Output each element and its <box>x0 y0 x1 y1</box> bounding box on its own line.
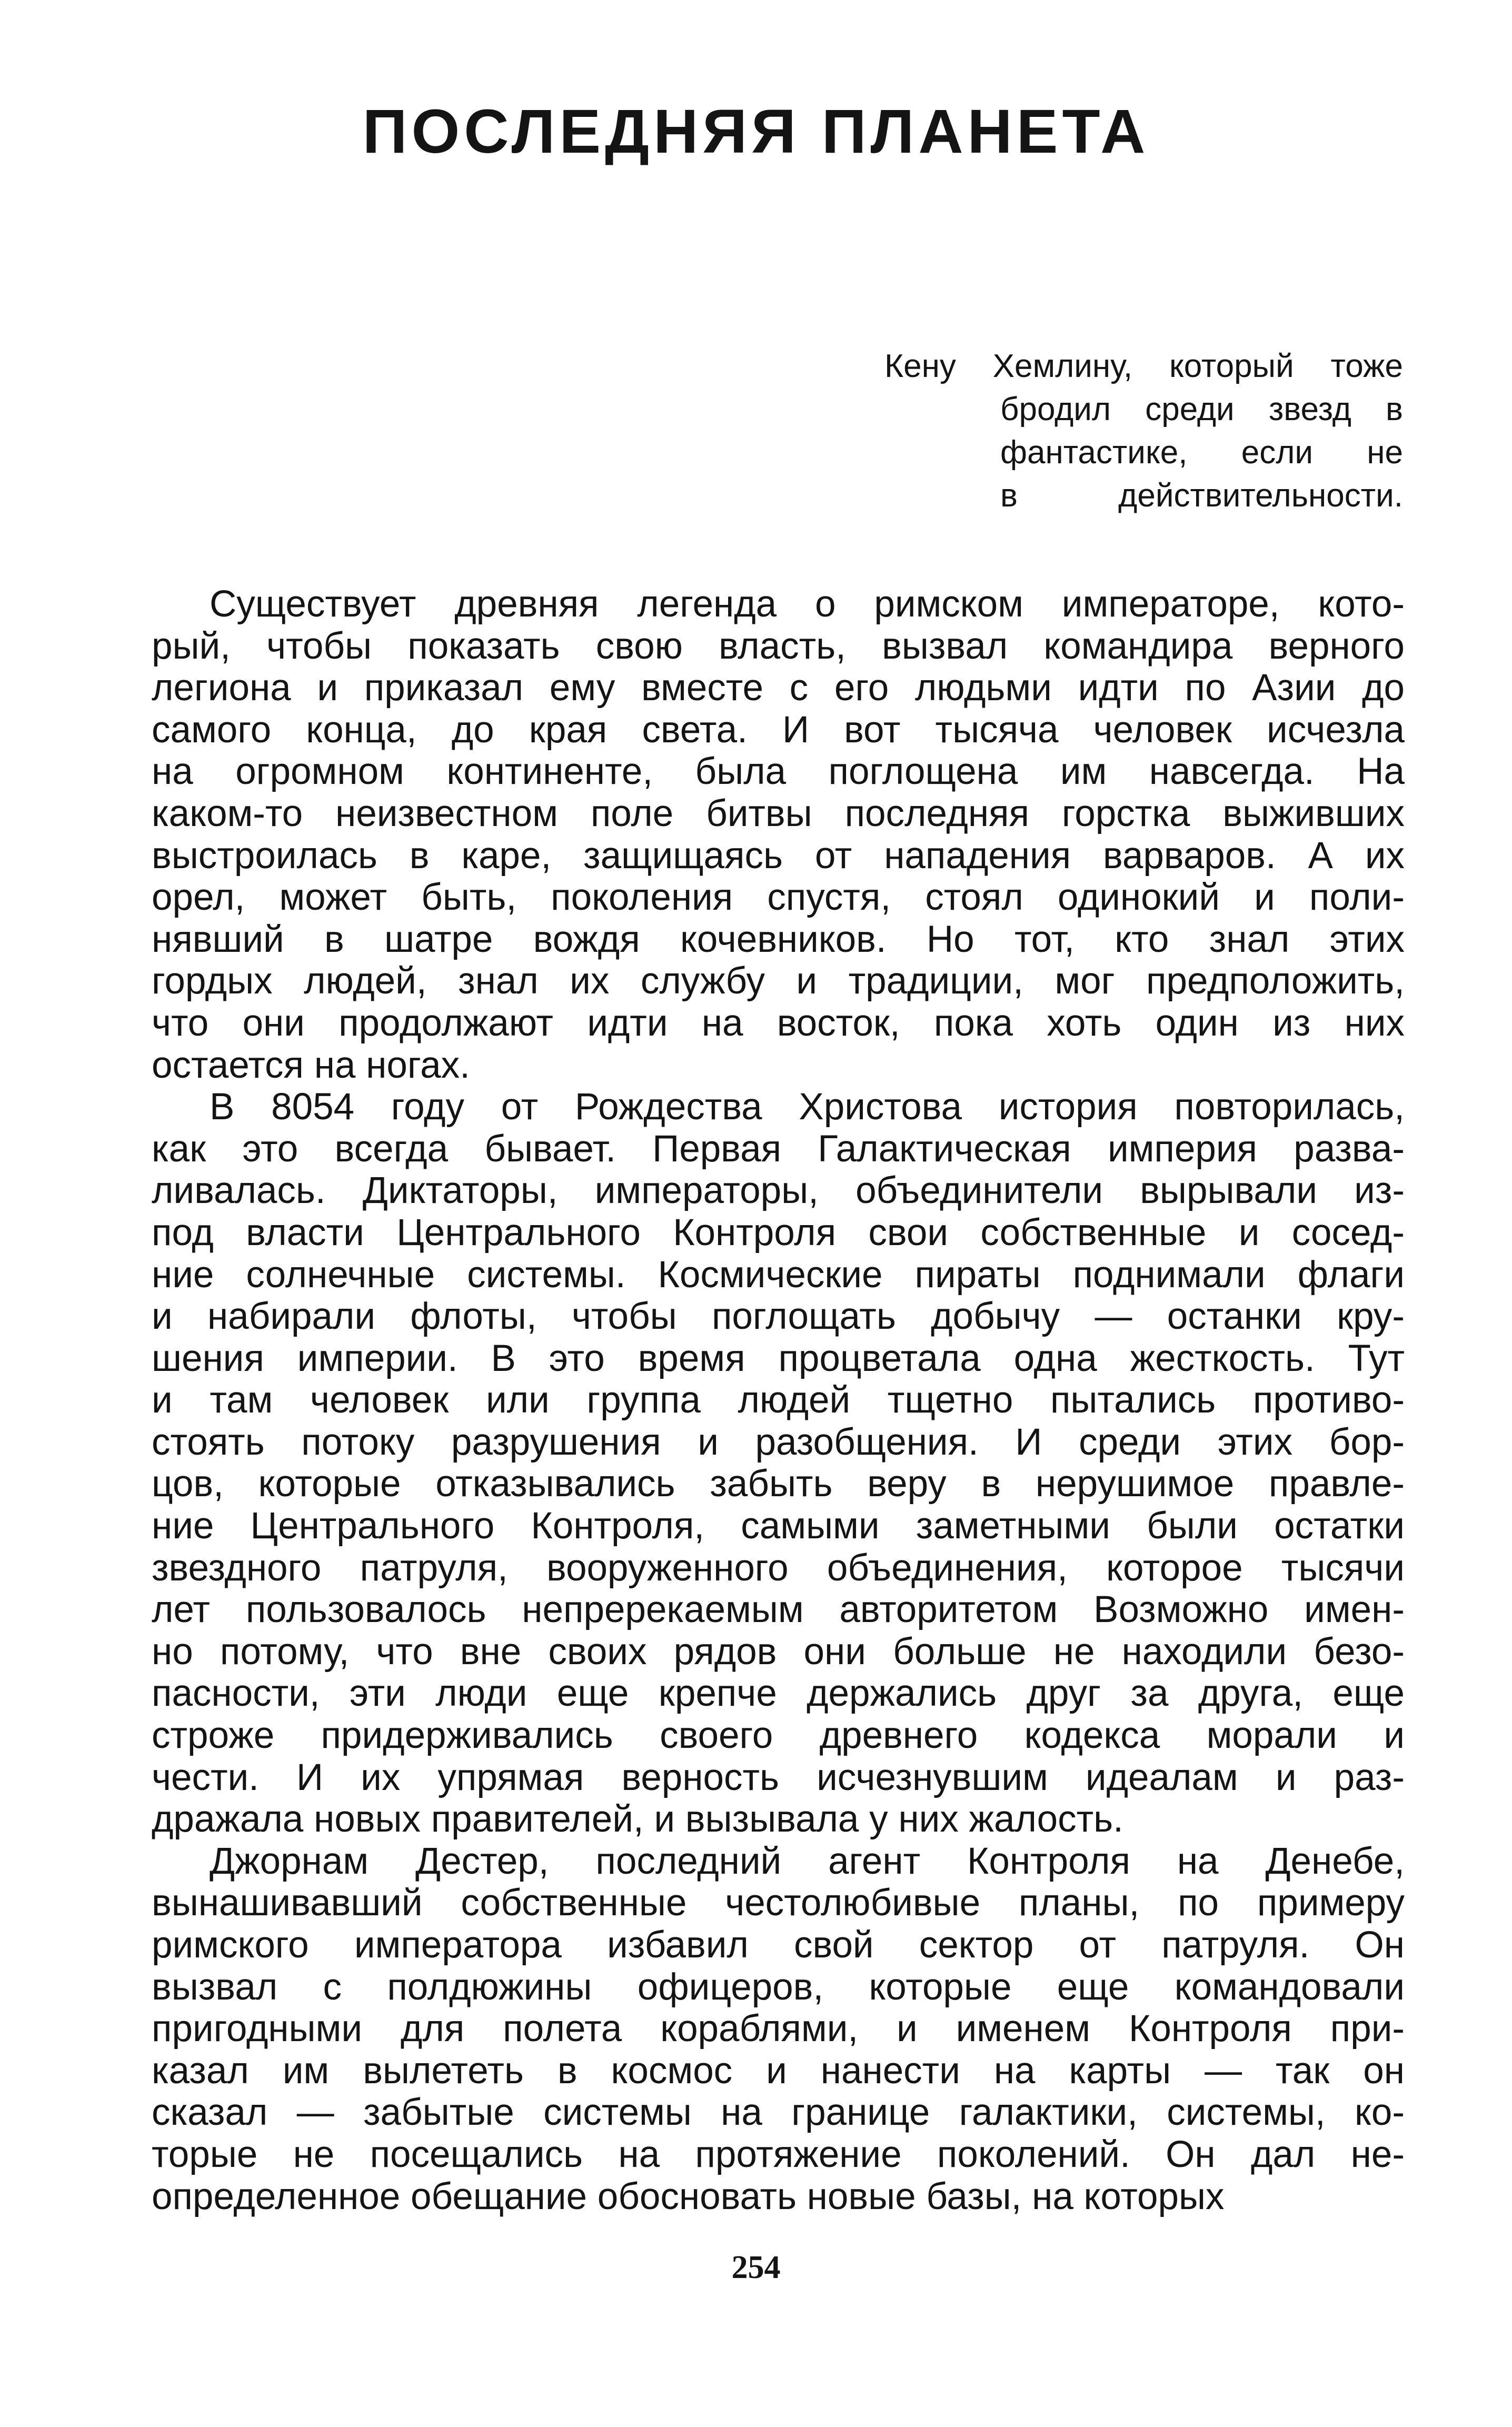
paragraph-line: ние солнечные системы. Космические пираты поднимали флаги <box>152 1254 1405 1296</box>
paragraph-line: и там человек или группа людей тщетно пытались противо- <box>152 1379 1405 1421</box>
paragraph-line: под власти Центрального Контроля свои собственные и сосед- <box>152 1211 1405 1254</box>
paragraph-line: вынашивавший собственные честолюбивые планы, по примеру <box>152 1882 1405 1924</box>
paragraph-line: дражала новых правителей, и вызывала у них жалость. <box>152 1798 1123 1841</box>
epigraph-line: в действительности. <box>1000 478 1403 514</box>
body-text <box>152 583 1405 2217</box>
body-paragraph <box>152 583 1405 1086</box>
paragraph-line: шения империи. В это время процветала одна жесткость. Тут <box>152 1337 1405 1379</box>
paragraph-line: ние Центрального Контроля, самыми заметными были остатки <box>152 1505 1405 1547</box>
paragraph-line: определенное обещание обосновать новые базы, на которых <box>152 2175 1225 2217</box>
body-paragraph <box>152 1841 1405 2217</box>
paragraph-line: гордых людей, знал их службу и традиции, мог предположить, <box>152 960 1405 1002</box>
paragraph-line: что они продолжают идти на восток, пока хоть один из них <box>152 1002 1405 1044</box>
paragraph-line: Существует древняя легенда о римском императоре, кото- <box>210 583 1405 625</box>
paragraph-line: чести. И их упрямая верность исчезнувшим идеалам и раз- <box>152 1756 1405 1798</box>
paragraph-line: пасности, эти люди еще крепче держались друг за друга, еще <box>152 1673 1405 1715</box>
paragraph-line: вызвал с полдюжины офицеров, которые еще командовали <box>152 1966 1405 2008</box>
body-paragraph <box>152 1086 1405 1841</box>
paragraph-line: выстроилась в каре, защищаясь от нападения варваров. А их <box>152 834 1405 877</box>
paragraph-line: нявший в шатре вождя кочевников. Но тот, кто знал этих <box>152 918 1405 960</box>
paragraph-line: звездного патруля, вооруженного объединения, которое тысячи <box>152 1547 1405 1589</box>
paragraph-line: но потому, что вне своих рядов они больше не находили безо- <box>152 1630 1405 1673</box>
paragraph-line: цов, которые отказывались забыть веру в нерушимое правле- <box>152 1463 1405 1505</box>
paragraph-line: сказал — забытые системы на границе галактики, системы, ко- <box>152 2092 1405 2134</box>
page-number: 254 <box>731 2250 781 2285</box>
paragraph-line: казал им вылететь в космос и нанести на карты — так он <box>152 2050 1405 2092</box>
paragraph-line: и набирали флоты, чтобы поглощать добычу — останки кру- <box>152 1296 1405 1338</box>
paragraph-line: торые не посещались на протяжение поколений. Он дал не- <box>152 2133 1405 2175</box>
epigraph-line: бродил среди звезд в <box>1000 391 1403 427</box>
paragraph-line: лет пользовалось непререкаемым авторитетом Возможно имен- <box>152 1589 1405 1631</box>
paragraph-line: В 8054 году от Рождества Христова история повторилась, <box>210 1086 1405 1128</box>
paragraph-line: римского императора избавил свой сектор от патруля. Он <box>152 1924 1405 1966</box>
paragraph-line: строже придерживались своего древнего кодекса морали и <box>152 1715 1405 1757</box>
paragraph-line: орел, может быть, поколения спустя, стоял одинокий и поли- <box>152 877 1405 919</box>
paragraph-line: рый, чтобы показать свою власть, вызвал командира верного <box>152 625 1405 667</box>
epigraph-line: Кену Хемлину, который тоже <box>884 348 1403 384</box>
paragraph-line: остается на ногах. <box>152 1044 470 1086</box>
paragraph-line: пригодными для полета кораблями, и именем Контроля при- <box>152 2008 1405 2050</box>
paragraph-line: самого конца, до края света. И вот тысяча человек исчезла <box>152 709 1405 751</box>
chapter-title: ПОСЛЕДНЯЯ ПЛАНЕТА <box>362 97 1150 166</box>
paragraph-line: на огромном континенте, была поглощена им навсегда. На <box>152 751 1405 793</box>
paragraph-line: как это всегда бывает. Первая Галактическая империя разва- <box>152 1128 1405 1170</box>
paragraph-line: Джорнам Дестер, последний агент Контроля на Денебе, <box>210 1840 1405 1882</box>
epigraph-line: фантастике, если не <box>1000 434 1403 471</box>
paragraph-line: ливалась. Диктаторы, императоры, объединители вырывали из- <box>152 1170 1405 1212</box>
paragraph-line: каком-то неизвестном поле битвы последняя горстка выживших <box>152 792 1405 834</box>
paragraph-line: стоять потоку разрушения и разобщения. И среди этих бор- <box>152 1421 1405 1463</box>
epigraph <box>884 345 1403 518</box>
paragraph-line: легиона и приказал ему вместе с его людьми идти по Азии до <box>152 667 1405 709</box>
